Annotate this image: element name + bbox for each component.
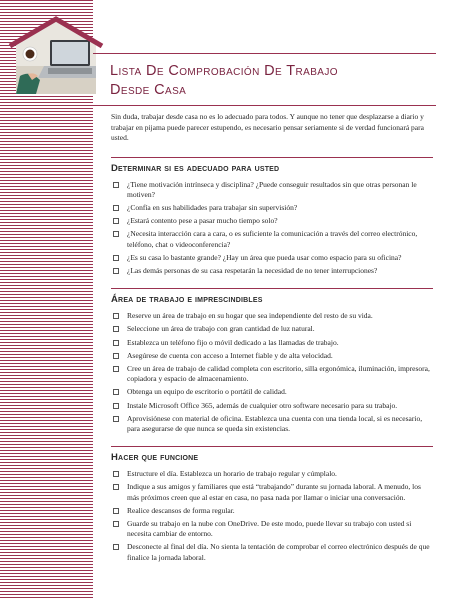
checklist-item <box>111 401 433 411</box>
checklist-item-text: ¿Tiene motivación intrínseca y disciplina? ¿Puede conseguir resultados sin que otras personan le motiven? <box>127 179 417 199</box>
checkbox[interactable] <box>113 366 119 372</box>
checklist-item-text: ¿Estará contento pese a pasar mucho tiempo solo? <box>127 216 278 226</box>
checklist-item-text: ¿Confía en sus habilidades para trabajar sin supervisión? <box>127 202 298 212</box>
checklist-item <box>111 506 433 516</box>
checklist-item <box>111 519 433 539</box>
header-rule-top <box>93 53 436 54</box>
checklist <box>111 180 433 277</box>
checkbox[interactable] <box>113 508 119 514</box>
checkbox[interactable] <box>113 484 119 490</box>
document-body <box>111 112 433 575</box>
page-title-line-2: Desde Casa <box>110 82 187 98</box>
checkbox[interactable] <box>113 471 119 477</box>
checkbox[interactable] <box>113 521 119 527</box>
checklist-item-text: ¿Necesita interacción cara a cara, o es suficiente la comunicación a través del correo electrónico, teléfono, chat o videoconferencia? <box>127 229 418 249</box>
checkbox[interactable] <box>113 326 119 332</box>
checkbox[interactable] <box>113 403 119 409</box>
checkbox[interactable] <box>113 218 119 224</box>
checklist-item <box>111 542 433 562</box>
checklist-item-text: Guarde su trabajo en la nube con OneDrive. De este modo, puede llevar su trabajo con usted si necesita cambiar de entorno. <box>127 518 412 539</box>
section-title: Determinar si es adecuado para usted <box>111 162 280 174</box>
intro-paragraph: Sin duda, trabajar desde casa no es lo adecuado para todos. Y aunque no tener que desplazarse a diario y trabajar en pijama puede parecer estupendo, es necesario pensar seriamente si de verdad funcionará para usted. <box>111 112 424 142</box>
checklist-item-text: Estructure el día. Establezca un horario de trabajo regular y cúmplalo. <box>127 469 337 479</box>
checklist-item <box>111 338 433 348</box>
checklist-item-text: Reserve un área de trabajo en su hogar que sea independiente del resto de su vida. <box>127 311 373 321</box>
checklist-item-text: Asegúrese de cuenta con acceso a Internet fiable y de alta velocidad. <box>127 350 333 360</box>
section-rule <box>111 446 433 447</box>
checklist-item-text: Instale Microsoft Office 365, además de cualquier otro software necesario para su trabajo. <box>127 400 398 410</box>
section-title: Área de trabajo e imprescindibles <box>111 294 263 306</box>
page-title <box>110 62 430 100</box>
checklist-item <box>111 364 433 384</box>
checklist-item-text: Cree un área de trabajo de calidad completa con escritorio, silla ergonómica, iluminación, impresora, copiadora y espacio de almacenamiento. <box>127 363 430 384</box>
checklist-item <box>111 253 433 263</box>
checklist-item <box>111 229 433 249</box>
checklist-item <box>111 203 433 213</box>
checklist-item-text: Realice descansos de forma regular. <box>127 505 235 515</box>
checklist <box>111 469 433 563</box>
checklist-item-text: ¿Las demás personas de su casa respetarán la necesidad de no tener interrupciones? <box>127 265 378 275</box>
checklist-item-text: Desconecte al final del día. No sienta la tentación de comprobar el correo electrónico después de que finalice la jornada laboral. <box>127 542 430 562</box>
checklist-item <box>111 324 433 334</box>
checkbox[interactable] <box>113 389 119 395</box>
checklist-item <box>111 216 433 226</box>
checklist-item-text: ¿Es su casa lo bastante grande? ¿Hay un área que pueda usar como espacio para su oficina? <box>127 252 402 262</box>
section-rule <box>111 288 433 289</box>
checklist-item <box>111 311 433 321</box>
checklist-item <box>111 351 433 361</box>
checklist-item-text: Obtenga un equipo de escritorio o portátil de calidad. <box>127 387 287 397</box>
checklist-item <box>111 387 433 397</box>
section-3 <box>111 446 433 563</box>
checkbox[interactable] <box>113 268 119 274</box>
checklist-item <box>111 469 433 479</box>
page-title-line-1: Lista De Comprobación De Trabajo <box>110 63 338 79</box>
checkbox[interactable] <box>113 205 119 211</box>
checklist-item <box>111 482 433 502</box>
checkbox[interactable] <box>113 255 119 261</box>
section-title: Hacer que funcione <box>111 452 199 464</box>
checklist-item <box>111 414 433 434</box>
checklist <box>111 311 433 434</box>
checklist-item-text: Indique a sus amigos y familiares que está “trabajando” durante su jornada laboral. A menudo, los más próximos creen que al estar en casa, no pasa nada por llamar o iniciar una conversación. <box>127 482 421 502</box>
checkbox[interactable] <box>113 231 119 237</box>
checkbox[interactable] <box>113 340 119 346</box>
sections-container <box>111 157 433 563</box>
section-1 <box>111 157 433 277</box>
checklist-item-text: Aprovisiónese con material de oficina. Establezca una cuenta con una tienda local, si es necesario, para asegurarse de que nunca se queda sin existencias. <box>127 413 423 433</box>
header-rule-bottom <box>93 105 436 106</box>
section-rule <box>111 157 433 158</box>
checklist-item <box>111 266 433 276</box>
checkbox[interactable] <box>113 353 119 359</box>
section-2 <box>111 288 433 434</box>
checkbox[interactable] <box>113 416 119 422</box>
checkbox[interactable] <box>113 544 119 550</box>
checklist-item-text: Seleccione un área de trabajo con gran cantidad de luz natural. <box>127 324 315 334</box>
checklist-item-text: Establezca un teléfono fijo o móvil dedicado a las llamadas de trabajo. <box>127 337 339 347</box>
checkbox[interactable] <box>113 182 119 188</box>
house-photo-logo <box>6 14 106 94</box>
checklist-item <box>111 180 433 200</box>
checkbox[interactable] <box>113 313 119 319</box>
